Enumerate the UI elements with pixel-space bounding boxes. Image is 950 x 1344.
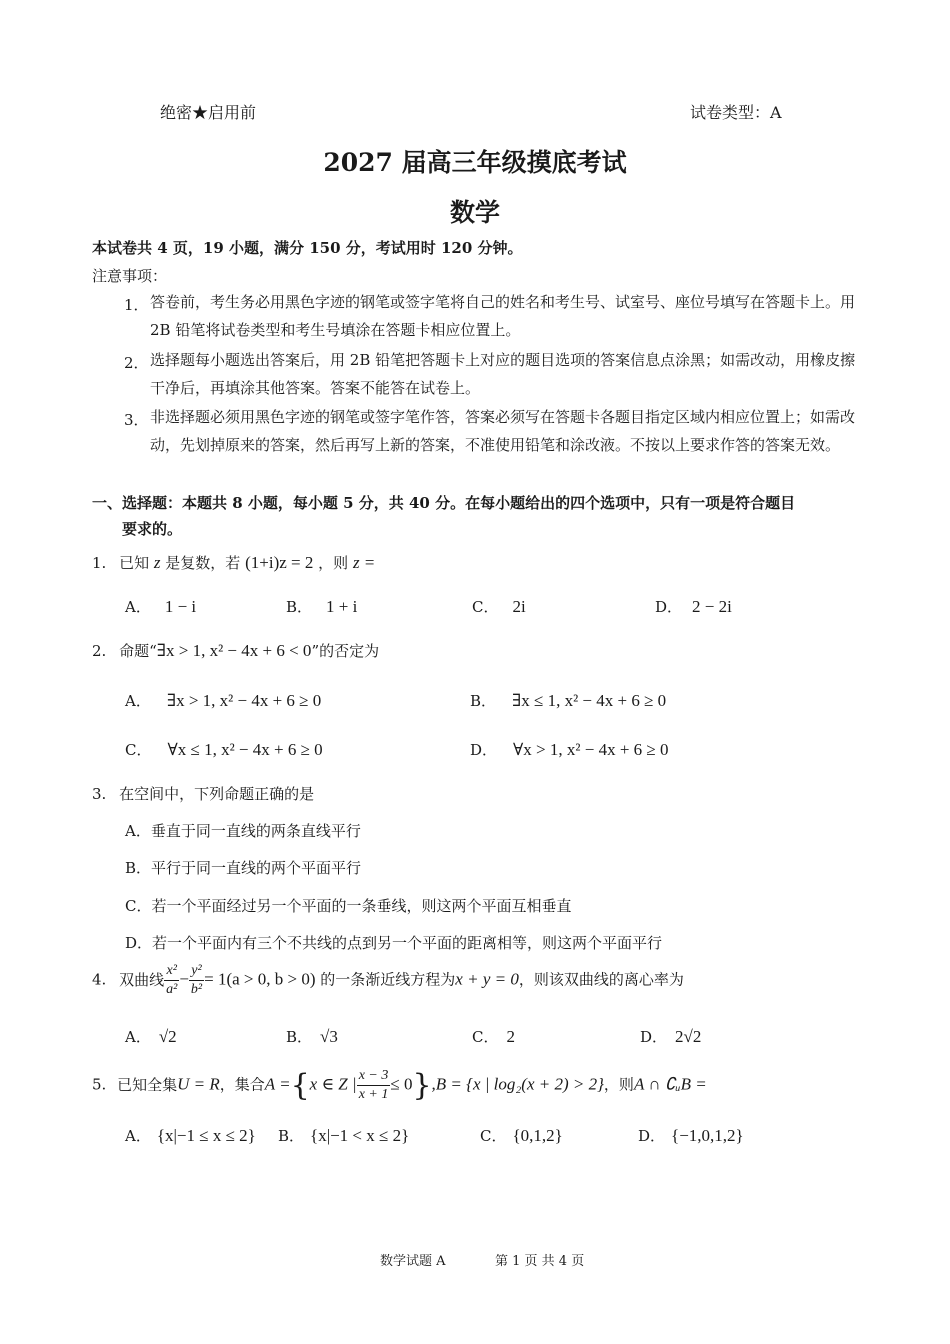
notice-item: 选择题每小题选出答案后，用 2B 铅笔把答题卡上对应的题目选项的答案信息点涂黑；如需改动，用橡皮擦干净后，再填涂其他答案。答案不能答在试卷上。 xyxy=(150,351,856,397)
option-c[interactable] xyxy=(480,1125,563,1146)
option-b[interactable] xyxy=(470,690,666,711)
denominator: a² xyxy=(166,982,178,997)
option-c[interactable] xyxy=(472,596,526,617)
section-heading: 一、选择题：本题共 8 小题，每小题 5 分，共 40 分。在每小题给出的四个选项中，只有一项是符合题目 xyxy=(92,494,796,512)
notice-heading: 注意事项： xyxy=(92,267,168,285)
option-label: B． xyxy=(286,598,313,616)
numerator: x² xyxy=(164,964,179,981)
math-expr: A ∩ ∁ᵤB = xyxy=(633,1074,707,1094)
brace-right: } xyxy=(412,1068,432,1103)
option-a[interactable] xyxy=(125,596,196,617)
notice-num: 1． xyxy=(124,296,149,314)
option-value: 垂直于同一直线的两条直线平行 xyxy=(150,822,361,840)
question-text: ，则 xyxy=(318,554,349,572)
option-c[interactable] xyxy=(125,895,572,916)
option-label: B． xyxy=(286,1028,313,1046)
question-number: 2. xyxy=(92,642,107,660)
math-expr: = 1(a > 0, b > 0) xyxy=(204,969,316,989)
option-label: A． xyxy=(125,822,151,840)
option-label: B． xyxy=(278,1127,305,1145)
option-value: √3 xyxy=(320,1027,338,1046)
option-label: A． xyxy=(125,598,151,616)
question-text: ，则该双曲线的离心率为 xyxy=(518,970,684,989)
question-1 xyxy=(92,552,375,573)
option-b[interactable] xyxy=(286,1026,338,1047)
math-expr: ∃x > 1, x² − 4x + 6 < 0 xyxy=(156,641,312,660)
option-label: C． xyxy=(125,897,152,915)
footer-subject: 数学试题 A xyxy=(380,1254,446,1269)
math-expr: ≤ 0 xyxy=(390,1074,413,1094)
question-text: ，集合 xyxy=(219,1075,265,1094)
notice-num: 2． xyxy=(124,354,149,372)
option-b[interactable] xyxy=(125,857,361,878)
option-label: D． xyxy=(655,598,683,616)
question-text: 已知全集 xyxy=(117,1075,178,1094)
subject-title: 数学 xyxy=(449,198,500,227)
option-value: ∃x > 1, x² − 4x + 6 ≥ 0 xyxy=(166,691,322,710)
option-d[interactable] xyxy=(470,739,668,760)
option-d[interactable] xyxy=(638,1125,744,1146)
option-d[interactable] xyxy=(640,1026,701,1047)
option-b[interactable] xyxy=(278,1125,409,1146)
question-number: 1. xyxy=(92,554,107,572)
option-value: 2i xyxy=(512,597,526,616)
option-label: B． xyxy=(125,859,152,877)
notice-item: 答卷前，考生务必用黑色字迹的钢笔或签字笔将自己的姓名和考生号、试室号、座位号填写在答题卡上。用 2B 铅笔将试卷类型和考生号填涂在答题卡相应位置上。 xyxy=(150,293,856,339)
notice-item: 非选择题必须用黑色字迹的钢笔或签字笔作答，答案必须写在答题卡各题目指定区域内相应位置上；如需改动，先划掉原来的答案，然后再写上新的答案，不准使用铅笔和涂改液。不按以上要求作答的答案无效。 xyxy=(150,408,856,454)
option-a[interactable] xyxy=(125,690,321,711)
option-value: √2 xyxy=(158,1027,177,1046)
option-value: 1 − i xyxy=(164,597,197,616)
question-text: 双曲线 xyxy=(119,970,165,989)
option-d[interactable] xyxy=(655,596,732,617)
question-text: ，则 xyxy=(603,1075,634,1094)
question-text: ”的否定为 xyxy=(311,642,380,660)
option-a[interactable] xyxy=(125,1125,256,1146)
option-label: A． xyxy=(125,692,151,710)
option-label: C． xyxy=(472,1028,499,1046)
math-expr: A = xyxy=(264,1074,291,1094)
option-value: 若一个平面内有三个不共线的点到另一个平面的距离相等，则这两个平面平行 xyxy=(152,934,663,952)
footer-page: 第 1 页 共 4 页 xyxy=(495,1254,585,1269)
option-label: B． xyxy=(470,692,497,710)
numerator: y² xyxy=(189,964,204,981)
option-c[interactable] xyxy=(472,1026,515,1047)
option-value: 2 − 2i xyxy=(692,597,732,616)
option-label: A． xyxy=(125,1028,151,1046)
math-expr: x ∈ Z | xyxy=(309,1074,357,1094)
option-value: ∀x > 1, x² − 4x + 6 ≥ 0 xyxy=(513,740,669,759)
option-c[interactable] xyxy=(125,739,323,760)
fraction xyxy=(357,1069,391,1102)
option-a[interactable] xyxy=(125,820,361,841)
option-label: C． xyxy=(472,598,499,616)
question-number: 4. xyxy=(92,970,107,989)
option-value: 2√2 xyxy=(675,1027,702,1046)
question-3 xyxy=(92,783,314,804)
question-text: 命题“ xyxy=(119,642,157,660)
numerator: x − 3 xyxy=(357,1069,391,1086)
question-text: 已知 xyxy=(119,554,150,572)
option-value: {0,1,2} xyxy=(512,1126,563,1145)
notice-num: 3． xyxy=(124,411,149,429)
option-label: D． xyxy=(470,741,498,759)
question-number: 5. xyxy=(92,1075,107,1094)
option-value: 2 xyxy=(506,1027,515,1046)
exam-intro: 本试卷共 4 页，19 小题，满分 150 分，考试用时 120 分钟。 xyxy=(92,239,523,257)
question-text: 在空间中，下列命题正确的是 xyxy=(119,785,315,803)
paper-type-label: 试卷类型：A xyxy=(690,103,782,122)
option-d[interactable] xyxy=(125,932,662,953)
option-value: 若一个平面经过另一个平面的一条垂线，则这两个平面互相垂直 xyxy=(151,897,572,915)
option-label: C． xyxy=(480,1127,507,1145)
math-expr: ,B = {x | log₂(x + 2) > 2} xyxy=(431,1074,604,1094)
brace-left: { xyxy=(290,1068,310,1103)
denominator: x + 1 xyxy=(358,1087,389,1102)
section-heading-cont: 要求的。 xyxy=(122,520,183,538)
math-var: z xyxy=(153,553,161,572)
question-number: 3. xyxy=(92,785,107,803)
math-op: − xyxy=(179,969,189,989)
denominator: b² xyxy=(190,982,203,997)
option-label: A． xyxy=(125,1127,151,1145)
math-expr: x + y = 0 xyxy=(455,969,519,989)
question-text: 的一条渐近线方程为 xyxy=(320,970,456,989)
option-value: {−1,0,1,2} xyxy=(671,1126,744,1145)
exam-title: 2027 届高三年级摸底考试 xyxy=(323,148,627,177)
fraction xyxy=(189,964,204,997)
question-5 xyxy=(92,1068,707,1103)
question-2 xyxy=(92,640,379,661)
option-value: 1 + i xyxy=(326,597,358,616)
math-expr: U = R xyxy=(177,1074,220,1094)
option-value: ∀x ≤ 1, x² − 4x + 6 ≥ 0 xyxy=(167,740,323,759)
option-label: D． xyxy=(125,934,153,952)
option-label: C． xyxy=(125,741,152,759)
option-label: D． xyxy=(638,1127,666,1145)
question-text: 是复数，若 xyxy=(165,554,241,572)
option-label: D． xyxy=(640,1028,668,1046)
option-value: 平行于同一直线的两个平面平行 xyxy=(151,859,362,877)
math-var: z = xyxy=(352,553,376,572)
option-b[interactable] xyxy=(286,596,357,617)
confidential-label: 绝密★启用前 xyxy=(160,103,257,122)
math-expr: (1+i)z = 2 xyxy=(245,553,314,572)
option-a[interactable] xyxy=(125,1026,177,1047)
option-value: {x|−1 < x ≤ 2} xyxy=(310,1126,410,1145)
question-4 xyxy=(92,964,684,997)
option-value: ∃x ≤ 1, x² − 4x + 6 ≥ 0 xyxy=(512,691,667,710)
option-value: {x|−1 ≤ x ≤ 2} xyxy=(156,1126,256,1145)
fraction xyxy=(164,964,179,997)
